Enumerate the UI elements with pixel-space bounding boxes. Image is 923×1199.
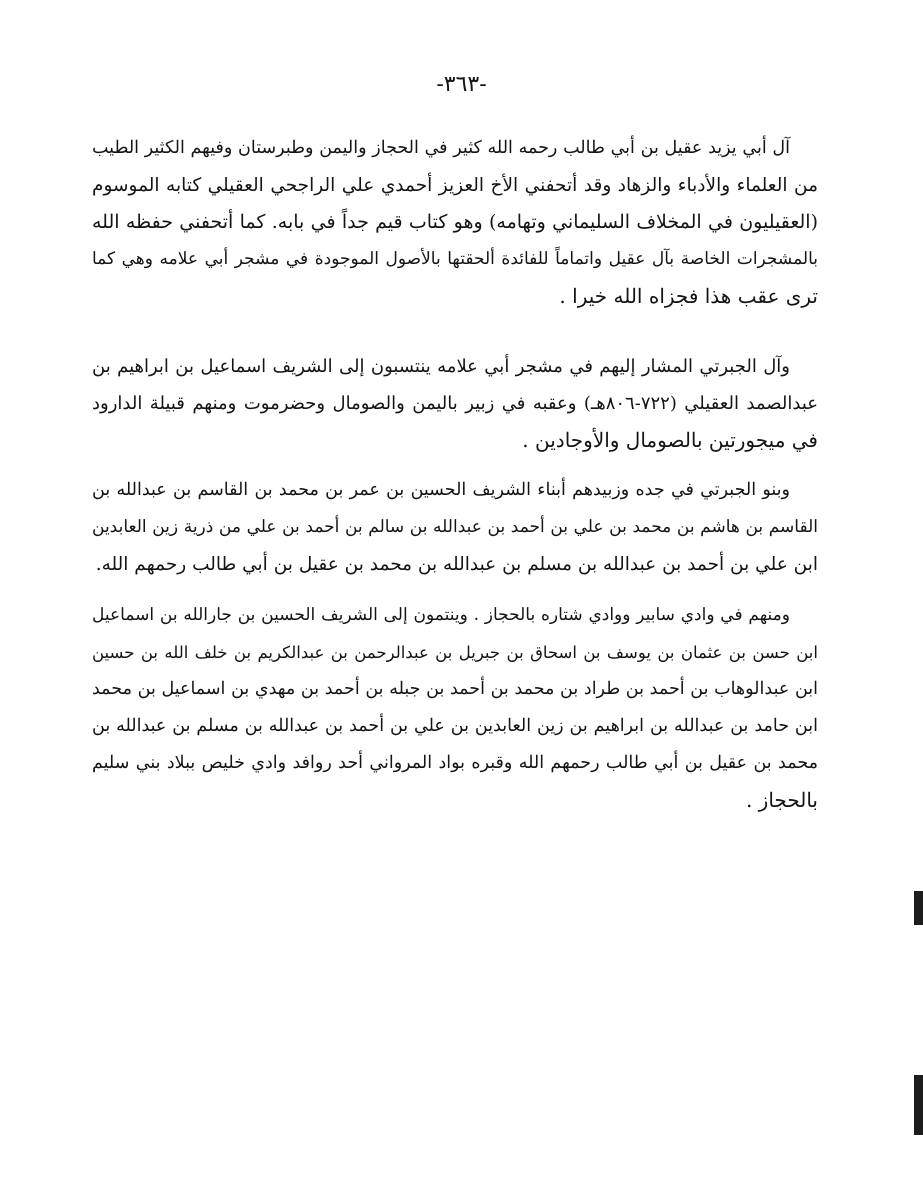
text-line: ابن حامد بن عبدالله بن ابراهيم بن زين العابدين بن علي بن أحمد بن عبدالله بن مسلم بن عبدالله بن [92,716,818,736]
page-number: -٣٦٣- [436,72,487,97]
text-line: ابن حسن بن عثمان بن يوسف بن اسحاق بن جبريل بن عبدالرحمن بن عبدالكريم بن خلف الله بن حسين [92,643,818,662]
text-line: وآل الجبرتي المشار إليهم في مشجر أبي علامه ينتسبون إلى الشريف اسماعيل بن ابراهيم بن [92,356,790,377]
paragraph-bani-jabarti-jeddah [92,472,818,583]
scan-edge-mark [914,1075,923,1135]
text-line: القاسم بن هاشم بن محمد بن علي بن أحمد بن عبدالله بن سالم بن أحمد بن علي من ذرية زين العابدين [92,517,818,537]
text-line: عبدالصمد العقيلي (٧٢٢-٨٠٦هـ) وعقبه في زبير باليمن والصومال وحضرموت ومنهم قبيلة الدارود [92,393,818,414]
scan-edge-mark [914,891,923,925]
text-line: آل أبي يزيد عقيل بن أبي طالب رحمه الله كثير في الحجاز واليمن وطبرستان وفيهم الكثير الطيب [92,138,790,158]
text-line: ترى عقب هذا فجزاه الله خيرا . [559,284,818,308]
paragraph-wadi-sabir [92,597,818,819]
text-line: (العقيليون في المخلاف السليماني وتهامه) وهو كتاب قيم جداً في بابه. كما أتحفني حفظه الله [92,211,818,233]
text-line: وبنو الجبرتي في جده وزبيدهم أبناء الشريف الحسين بن عمر بن محمد بن القاسم بن عبدالله بن [92,480,790,500]
text-line: بالمشجرات الخاصة بآل عقيل واتماماً للفائدة ألحقتها بالأصول الموجودة في مشجر أبي علامه وهي كما [92,249,818,269]
text-line: ومنهم في وادي سابير ووادي شتاره بالحجاز . وينتمون إلى الشريف الحسين بن جارالله بن اسماعيل [92,605,790,625]
text-line: من العلماء والأدباء والزهاد وقد أتحفني الأخ العزيز أحمدي علي الراجحي العقيلي كتابه الموسوم [92,175,818,196]
text-line: ابن علي بن أحمد بن عبدالله بن مسلم بن عبدالله بن محمد بن عقيل بن أبي طالب رحمهم الله. [95,554,818,575]
text-line: محمد بن عقيل بن أبي طالب رحمهم الله وقبره بواد المرواني أحد روافد وادي خليص ببلاد بني سليم [92,753,818,773]
text-line: بالحجاز . [745,788,818,812]
text-line: في ميجورتين بالصومال والأوجادين . [522,428,818,452]
paragraph-jabarti-family [92,348,818,459]
text-line: ابن عبدالوهاب بن أحمد بن طراد بن محمد بن أحمد بن جبله بن أحمد بن مهدي بن اسماعيل بن محمد [92,679,818,699]
paragraph-aqil-descendants [92,130,818,315]
